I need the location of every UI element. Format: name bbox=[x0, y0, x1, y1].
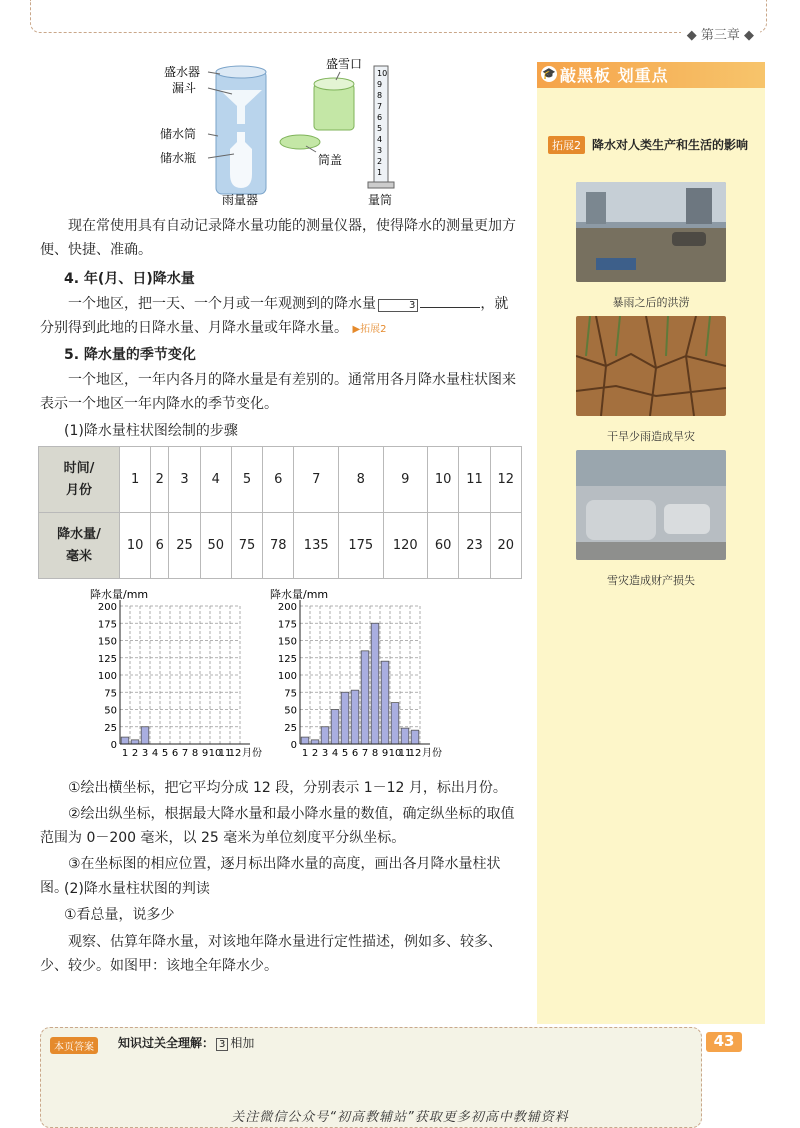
x-tick-label: 8 bbox=[191, 748, 199, 759]
x-tick-label: 6 bbox=[171, 748, 179, 759]
y-tick-label: 125 bbox=[277, 653, 297, 665]
bar-month-3 bbox=[141, 727, 149, 744]
heading-5: 5. 降水量的季节变化 bbox=[64, 347, 196, 363]
x-tick-label: 8 bbox=[371, 748, 379, 759]
table-cell: 5 bbox=[231, 447, 262, 513]
x-axis-label: 月份 bbox=[242, 748, 262, 759]
bar-month-4 bbox=[331, 710, 339, 745]
label-storage-bottle: 储水瓶 bbox=[160, 151, 197, 165]
x-axis-label: 月份 bbox=[422, 748, 442, 759]
y-tick-label: 25 bbox=[284, 722, 297, 734]
bar-month-10 bbox=[391, 703, 399, 744]
scale-number: 7 bbox=[377, 102, 383, 111]
step-3: ③在坐标图的相应位置，逐月标出降水量的高度，画出各月降水量柱状图。 bbox=[40, 856, 501, 896]
bar-month-1 bbox=[301, 737, 309, 744]
table-cell: 75 bbox=[231, 513, 262, 579]
table-cell: 7 bbox=[294, 447, 339, 513]
scale-number: 3 bbox=[377, 146, 383, 155]
top-border bbox=[30, 0, 767, 33]
x-tick-label: 9 bbox=[201, 748, 209, 759]
x-tick-label: 12 bbox=[228, 748, 242, 759]
y-tick-label: 175 bbox=[277, 619, 297, 631]
y-tick-label: 25 bbox=[104, 722, 117, 734]
x-tick-label: 3 bbox=[141, 748, 149, 759]
y-tick-label: 100 bbox=[277, 671, 297, 682]
paragraph-4: 观察、估算年降水量，对该地年降水量进行定性描述，例如多、较多、少、较少。如图甲：该地全年降水少。 bbox=[40, 934, 502, 974]
row-header-month-a: 时间/ bbox=[63, 460, 95, 476]
bar-month-1 bbox=[121, 737, 129, 744]
scale-number: 4 bbox=[377, 135, 383, 144]
table-cell: 50 bbox=[200, 513, 231, 579]
answer-tag: 本页答案 bbox=[50, 1037, 98, 1054]
paragraph-2-text-a: 一个地区，把一天、一个月或一年观测到的降水量 bbox=[68, 296, 376, 312]
x-tick-label: 3 bbox=[321, 748, 329, 759]
reading-step-1: ①看总量，说多少 bbox=[64, 907, 175, 923]
chapter-label: ◆ 第三章 ◆ bbox=[681, 24, 760, 43]
x-tick-label: 5 bbox=[341, 748, 349, 759]
scale-number: 5 bbox=[377, 124, 383, 133]
x-tick-label: 12 bbox=[408, 748, 422, 759]
table-cell: 2 bbox=[151, 447, 169, 513]
rainfall-table bbox=[38, 446, 522, 579]
cup-lid bbox=[280, 135, 320, 149]
y-tick-label: 0 bbox=[110, 740, 117, 751]
x-tick-label: 4 bbox=[331, 748, 339, 759]
paragraph-2 bbox=[40, 292, 522, 342]
rainfall-chart-1 bbox=[90, 586, 270, 764]
scale-number: 1 bbox=[377, 168, 383, 177]
watermark-text: 关注微信公众号“初高教辅站”获取更多初高中教辅资料 bbox=[231, 1110, 569, 1125]
page-number: 43 bbox=[706, 1032, 742, 1052]
x-tick-label: 5 bbox=[161, 748, 169, 759]
table-cell: 25 bbox=[169, 513, 200, 579]
bar-month-2 bbox=[131, 740, 139, 744]
bar-month-2 bbox=[311, 740, 319, 744]
y-tick-label: 125 bbox=[97, 653, 117, 665]
y-tick-label: 200 bbox=[97, 602, 117, 613]
label-rain-gauge: 雨量器 bbox=[222, 193, 259, 207]
caption-flood: 暴雨之后的洪涝 bbox=[612, 296, 690, 309]
y-tick-label: 175 bbox=[97, 619, 117, 631]
label-cover: 筒盖 bbox=[318, 153, 343, 167]
table-cell: 135 bbox=[294, 513, 339, 579]
paragraph-2-text-b: ，就分别得到此地的日降水量、月降水量或年降水量。 bbox=[40, 296, 509, 336]
bar-month-9 bbox=[381, 661, 389, 744]
snow-disaster-photo bbox=[576, 450, 726, 560]
y-tick-label: 50 bbox=[284, 705, 297, 717]
bar-month-7 bbox=[361, 651, 369, 744]
flood-photo bbox=[576, 182, 726, 282]
y-tick-label: 150 bbox=[277, 636, 297, 648]
scale-number: 6 bbox=[377, 113, 383, 122]
y-tick-label: 150 bbox=[97, 636, 117, 648]
y-tick-label: 50 bbox=[104, 705, 117, 717]
rainfall-chart-2 bbox=[270, 586, 470, 764]
row-header-month bbox=[39, 447, 120, 513]
caption-drought: 干旱少雨造成旱灾 bbox=[607, 430, 695, 443]
x-tick-label: 1 bbox=[121, 748, 129, 759]
extension-link[interactable]: ▶拓展2 bbox=[352, 324, 387, 335]
answer-value: 相加 bbox=[230, 1036, 255, 1050]
answer-box-number: 3 bbox=[216, 1038, 228, 1051]
table-cell: 120 bbox=[383, 513, 428, 579]
y-axis-label: 降水量/mm bbox=[270, 588, 329, 601]
x-tick-label: 9 bbox=[381, 748, 389, 759]
table-cell: 78 bbox=[263, 513, 294, 579]
fill-blank bbox=[420, 293, 480, 308]
x-tick-label: 2 bbox=[131, 748, 139, 759]
table-cell: 10 bbox=[428, 447, 459, 513]
table-cell: 11 bbox=[459, 447, 490, 513]
table-cell: 20 bbox=[490, 513, 521, 579]
row-header-month-b: 月份 bbox=[65, 482, 92, 498]
y-tick-label: 75 bbox=[284, 688, 297, 700]
step-2: ②绘出纵坐标，根据最大降水量和最小降水量的数值，确定纵坐标的取值范围为 0－200 毫米，以 25 毫米为单位刻度平分纵坐标。 bbox=[40, 806, 515, 846]
x-tick-label: 4 bbox=[151, 748, 159, 759]
caption-snow: 雪灾造成财产损失 bbox=[607, 574, 695, 587]
rain-gauge-figure bbox=[150, 54, 410, 208]
table-cell: 1 bbox=[120, 447, 151, 513]
table-cell: 3 bbox=[169, 447, 200, 513]
y-tick-label: 200 bbox=[277, 602, 297, 613]
subheading-1: (1)降水量柱状图绘制的步骤 bbox=[64, 423, 238, 439]
label-storage-tube: 储水筒 bbox=[160, 127, 197, 141]
y-tick-label: 0 bbox=[290, 740, 297, 751]
x-tick-label: 7 bbox=[361, 748, 369, 759]
y-axis-label: 降水量/mm bbox=[90, 588, 149, 601]
chapter-text: 第三章 bbox=[700, 28, 740, 43]
table-cell: 4 bbox=[200, 447, 231, 513]
x-tick-label: 10 bbox=[208, 748, 222, 759]
label-snow-opening: 盛雪口 bbox=[326, 57, 363, 71]
x-tick-label: 7 bbox=[181, 748, 189, 759]
scale-number: 2 bbox=[377, 157, 383, 166]
bar-month-11 bbox=[401, 728, 409, 744]
x-tick-label: 11 bbox=[398, 748, 412, 759]
y-tick-label: 100 bbox=[97, 671, 117, 682]
scale-number: 9 bbox=[377, 80, 383, 89]
label-funnel: 漏斗 bbox=[172, 81, 197, 95]
table-cell: 8 bbox=[338, 447, 383, 513]
table-cell: 175 bbox=[338, 513, 383, 579]
heading-4: 4. 年(月、日)降水量 bbox=[64, 271, 195, 287]
mortarboard-icon: 🎓 bbox=[542, 67, 556, 80]
table-row-rainfall bbox=[39, 513, 522, 579]
bar-month-12 bbox=[411, 730, 419, 744]
table-cell: 10 bbox=[120, 513, 151, 579]
drought-photo bbox=[576, 316, 726, 416]
topic-text: 降水对人类生产和生活的影响 bbox=[592, 138, 749, 152]
bar-month-5 bbox=[341, 692, 349, 744]
row-header-rainfall bbox=[39, 513, 120, 579]
scale-number: 10 bbox=[377, 69, 388, 78]
topic-tag: 拓展2 bbox=[548, 136, 585, 154]
table-cell: 6 bbox=[151, 513, 169, 579]
step-1: ①绘出横坐标，把它平均分成 12 段，分别表示 1－12 月，标出月份。 bbox=[68, 780, 507, 796]
table-cell: 23 bbox=[459, 513, 490, 579]
bar-month-3 bbox=[321, 727, 329, 744]
answer-text bbox=[118, 1034, 254, 1051]
table-cell: 6 bbox=[263, 447, 294, 513]
sidebar-title: 敲黑板 划重点 bbox=[560, 66, 669, 85]
snow-cup bbox=[314, 84, 354, 130]
label-water-holder: 盛水器 bbox=[164, 65, 201, 79]
x-tick-label: 10 bbox=[388, 748, 402, 759]
scale-number: 8 bbox=[377, 91, 383, 100]
row-header-rainfall-a: 降水量/ bbox=[57, 526, 101, 542]
row-header-rainfall-b: 毫米 bbox=[65, 548, 92, 564]
bar-month-6 bbox=[351, 690, 359, 744]
x-tick-label: 2 bbox=[311, 748, 319, 759]
paragraph-1: 现在常使用具有自动记录降水量功能的测量仪器，使得降水的测量更加方便、快捷、准确。 bbox=[40, 218, 516, 258]
subheading-2: (2)降水量柱状图的判读 bbox=[64, 881, 210, 897]
answer-box-number: 3 bbox=[378, 299, 418, 312]
x-tick-label: 6 bbox=[351, 748, 359, 759]
label-cylinder: 量筒 bbox=[368, 193, 393, 207]
x-tick-label: 11 bbox=[218, 748, 232, 759]
paragraph-3: 一个地区，一年内各月的降水量是有差别的。通常用各月降水量柱状图来表示一个地区一年内降水的季节变化。 bbox=[40, 372, 516, 412]
table-cell: 60 bbox=[428, 513, 459, 579]
table-cell: 9 bbox=[383, 447, 428, 513]
bar-month-8 bbox=[371, 623, 379, 744]
y-tick-label: 75 bbox=[104, 688, 117, 700]
table-row-months bbox=[39, 447, 522, 513]
table-cell: 12 bbox=[490, 447, 521, 513]
x-tick-label: 1 bbox=[301, 748, 309, 759]
answer-label: 知识过关全理解： bbox=[118, 1036, 215, 1050]
